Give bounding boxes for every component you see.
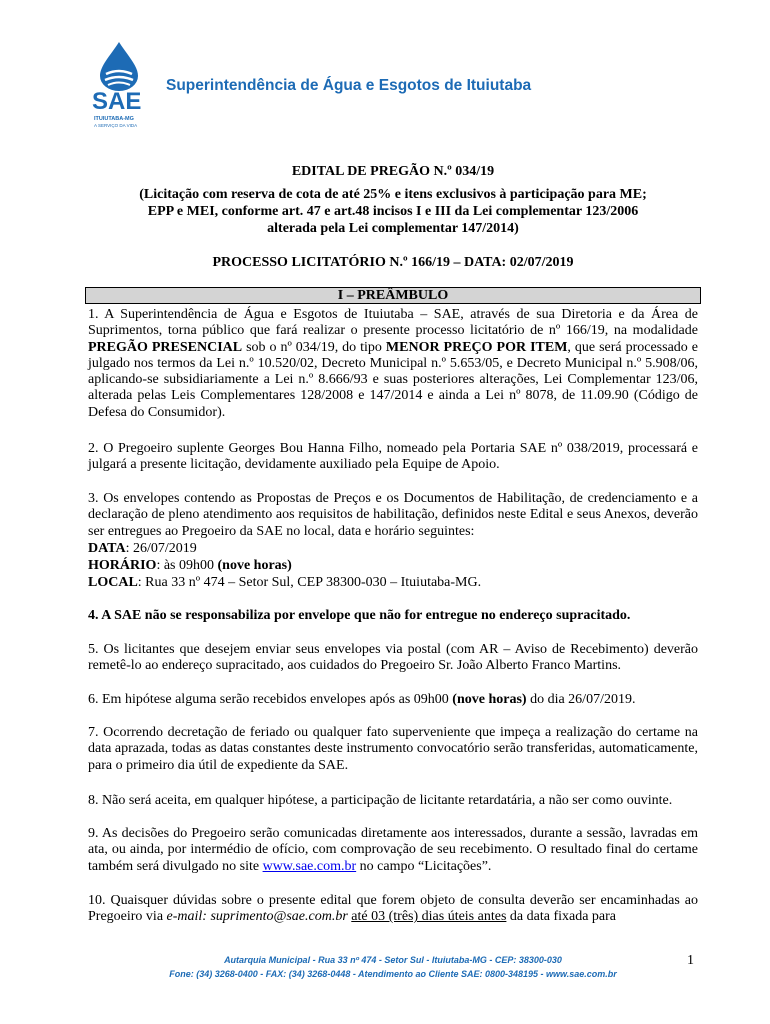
p1-text-a: 1. A Superintendência de Água e Esgotos de Ituiutaba – SAE, através de sua Diretoria e da Área de Suprimentos, torna público que fará realizar o presente processo licitatório de nº 166/19, na modalidade	[88, 307, 698, 339]
email-address: e-mail: suprimento@sae.com.br	[166, 909, 348, 925]
p6-text-a: 6. Em hipótese alguma serão recebidos envelopes após as 09h00	[88, 692, 453, 707]
subtitle-line-2: EPP e MEI, conforme art. 47 e art.48 incisos I e III da Lei complementar 123/2006	[147, 204, 639, 219]
data-value: : 26/07/2019	[125, 541, 197, 556]
p6-text-b: do dia 26/07/2019.	[526, 692, 636, 707]
paragraph-2: 2. O Pregoeiro suplente Georges Bou Hanna Filho, nomeado pela Portaria SAE nº 038/2019, processará e julgará a presente licitação, devidamente auxiliado pela Equipe de Apoio.	[88, 441, 698, 473]
site-link[interactable]: www.sae.com.br	[262, 858, 357, 874]
subtitle-line-1: (Licitação com reserva de cota de até 25% e itens exclusivos à participação para ME;	[139, 187, 647, 202]
water-drop-icon	[88, 40, 150, 92]
footer-address: Autarquia Municipal - Rua 33 nº 474 - Setor Sul - Ituiutaba-MG - CEP: 38300-030	[224, 955, 562, 965]
p1-text-c: , que será processado e julgado nos termos da Lei n.º 10.520/02, Decreto Municipal n.º 5.653/05, e Decreto Municipal n.º 5.908/06, aplicando-se subsidiariamente a Lei n.º 8.666/93 e suas posteriores alterações, Lei Complementar 123/06, alterada pelas Leis Complementares 128/2008 e 147/2014 e ainda a Lei nº 8078, de 11.09.90 (Código de Defesa do Consumidor).	[88, 339, 698, 420]
logo-tagline: A SERVIÇO DA VIDA	[94, 123, 138, 128]
logo-wordmark: SAE	[92, 88, 142, 115]
logo-city: ITUIUTABA-MG	[94, 116, 134, 122]
p10-text-a: 10. Quaisquer dúvidas sobre o presente edital que forem objeto de consulta deverão ser encaminhadas ao Pregoeiro via	[88, 893, 698, 925]
processo-title: PROCESSO LICITATÓRIO N.º 166/19 – DATA: 02/07/2019	[212, 255, 574, 270]
paragraph-8: 8. Não será aceita, em qualquer hipótese, a participação de licitante retardatária, a não ser como ouvinte.	[88, 793, 673, 808]
p10-text-b: da data fixada para	[506, 909, 617, 925]
paragraph-1	[88, 307, 698, 421]
p9-text-b: no campo “Licitações”.	[356, 858, 492, 874]
page-number: 1	[687, 953, 694, 968]
footer-contact: Fone: (34) 3268-0400 - FAX: (34) 3268-0448 - Atendimento ao Cliente SAE: 0800-348195 - www.sae.com.br	[169, 969, 617, 979]
paragraph-5: 5. Os licitantes que desejem enviar seus envelopes via postal (com AR – Aviso de Recebimento) deverão remetê-lo ao endereço supracitado, aos cuidados do Pregoeiro Sr. João Alberto Franco Martins.	[88, 642, 698, 674]
subtitle-line-3: alterada pela Lei complementar 147/2014)	[267, 221, 519, 236]
paragraph-6	[88, 692, 698, 708]
p10-deadline: até 03 (três) dias úteis antes	[351, 909, 507, 925]
p9-text-a: 9. As decisões do Pregoeiro serão comunicadas diretamente aos interessados, durante a sessão, lavradas em ata, ou ainda, por intermédio de ofício, com comprovação de seu recebimento. O resultado final do certame também será divulgado no site	[88, 826, 698, 874]
paragraph-9	[88, 826, 698, 875]
paragraph-10	[88, 893, 698, 926]
horario-line	[88, 558, 698, 574]
local-label: LOCAL	[88, 575, 138, 590]
paragraph-3: 3. Os envelopes contendo as Propostas de Preços e os Documentos de Habilitação, de credenciamento e a declaração de pleno atendimento aos requisitos de habilitação, definidos neste Edital e seus Anexos, deverão ser entregues ao Pregoeiro da SAE no local, data e horário seguintes:	[88, 491, 698, 539]
p1-tipo: MENOR PREÇO POR ITEM	[385, 339, 568, 355]
horario-label: HORÁRIO	[88, 558, 157, 573]
organization-title: Superintendência de Água e Esgotos de Ituiutaba	[166, 77, 532, 94]
local-value: : Rua 33 nº 474 – Setor Sul, CEP 38300-030 – Ituiutaba-MG.	[137, 575, 482, 590]
data-line	[88, 541, 698, 557]
paragraph-4: 4. A SAE não se responsabiliza por envelope que não for entregue no endereço supracitado.	[88, 608, 631, 623]
paragraph-7: 7. Ocorrendo decretação de feriado ou qualquer fato superveniente que impeça a realização do certame na data aprazada, todas as datas constantes deste instrumento convocatório serão transferidas, automaticamente, para o primeiro dia útil de expediente da SAE.	[88, 725, 698, 773]
local-line	[88, 575, 698, 591]
horario-extenso: (nove horas)	[217, 558, 292, 573]
p1-text-b: sob o nº 034/19, do tipo	[242, 339, 386, 355]
horario-value: : às 09h00	[156, 558, 218, 573]
section-header-preambulo: I – PREÂMBULO	[85, 287, 701, 304]
p6-bold: (nove horas)	[452, 692, 527, 707]
data-label: DATA	[88, 541, 126, 556]
edital-title: EDITAL DE PREGÃO N.º 034/19	[291, 164, 495, 179]
p1-modalidade: PREGÃO PRESENCIAL	[88, 339, 243, 355]
sae-logo	[88, 40, 150, 132]
